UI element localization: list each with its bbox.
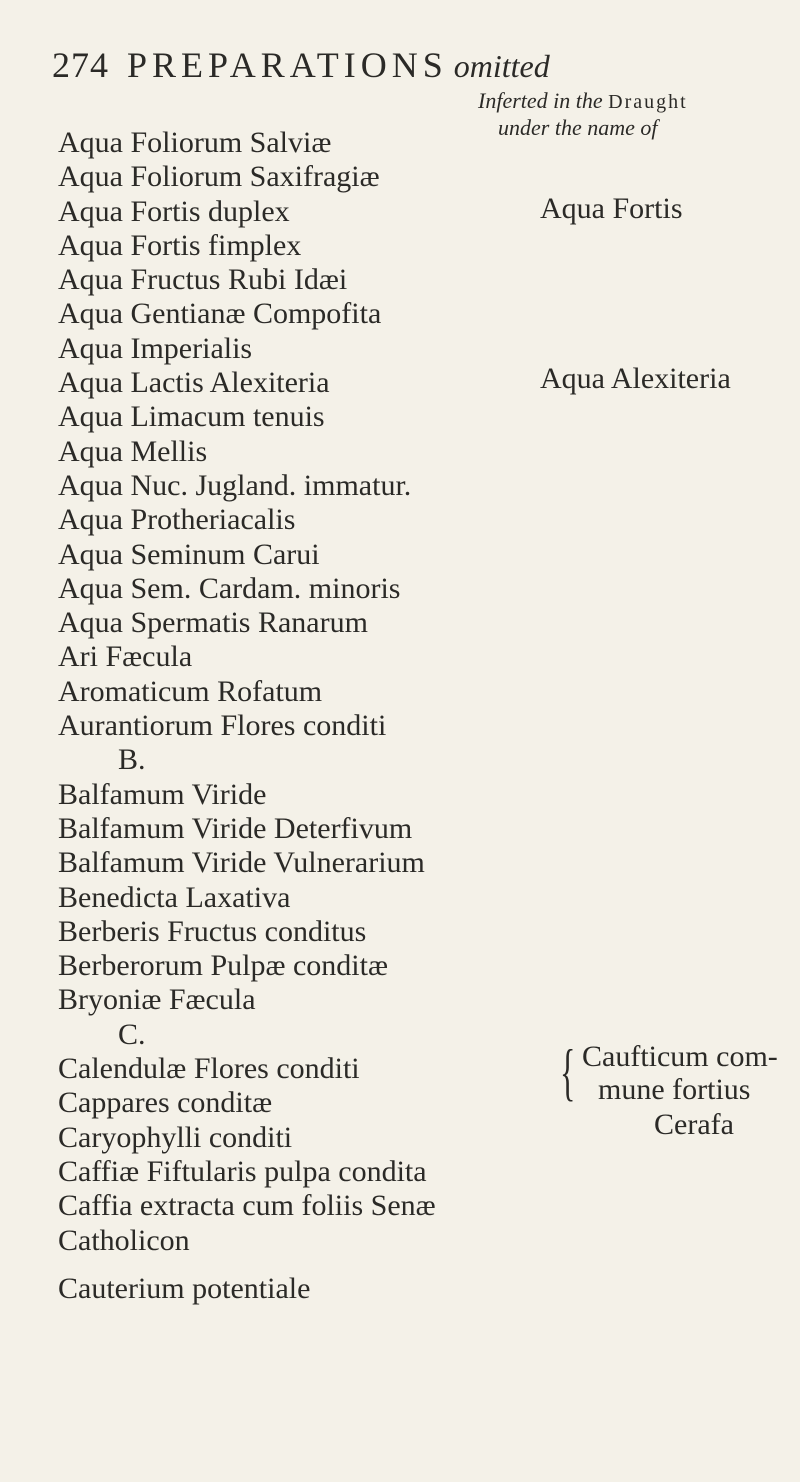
list-item: Balfamum Viride Vulnerarium bbox=[58, 846, 425, 880]
page-title: PREPARATIONS bbox=[127, 45, 448, 85]
subtitle-prefix: Inferted in the bbox=[478, 88, 603, 113]
list-item: Berberorum Pulpæ conditæ bbox=[58, 949, 388, 983]
list-item: Aqua Mellis bbox=[58, 434, 208, 468]
list-item: Aqua Foliorum Salviæ bbox=[58, 126, 332, 159]
ref-causticum-line1: Caufticum com- bbox=[582, 1040, 778, 1073]
list-item: Caffiæ Fiftularis pulpa condita bbox=[58, 1154, 427, 1188]
section-letter-b: B. bbox=[118, 743, 146, 777]
section-letter-c: C. bbox=[118, 1017, 146, 1051]
list-item: Aqua Imperialis bbox=[58, 331, 253, 365]
list-item: Aurantiorum Flores conditi bbox=[58, 709, 387, 743]
list-item: Aqua Sem. Cardam. minoris bbox=[58, 571, 401, 605]
list-item: Cappares conditæ bbox=[58, 1086, 273, 1120]
list-item: Aqua Fructus Rubi Idæi bbox=[58, 263, 348, 297]
list-item: Caffia extracta cum foliis Senæ bbox=[58, 1189, 436, 1223]
list-item: Aqua Lactis Alexiteria bbox=[58, 366, 330, 400]
list-item: Aqua Nuc. Jugland. immatur. bbox=[58, 468, 412, 502]
ref-aqua-alexiteria: Aqua Alexiteria bbox=[540, 362, 731, 395]
page-number: 274 bbox=[52, 45, 109, 85]
column-subtitle-line2: under the name of bbox=[498, 115, 658, 140]
list-item: Ari Fæcula bbox=[58, 640, 193, 674]
list-item: Aqua Fortis duplex bbox=[58, 194, 290, 228]
list-item: Aqua Foliorum Saxifragiæ bbox=[58, 160, 380, 194]
ref-causticum-line2: mune fortius bbox=[598, 1073, 751, 1106]
list-item: Aqua Spermatis Ranarum bbox=[58, 606, 368, 640]
list-item: Aqua Gentianæ Compofita bbox=[58, 297, 382, 331]
preparations-list bbox=[58, 126, 578, 1306]
list-item: Berberis Fructus conditus bbox=[58, 914, 367, 948]
list-item: Catholicon bbox=[58, 1223, 190, 1257]
brace-icon: { bbox=[560, 1036, 576, 1107]
list-item: Aqua Fortis fimplex bbox=[58, 228, 302, 262]
list-item: Calendulæ Flores conditi bbox=[58, 1052, 360, 1086]
list-item: Balfamum Viride Deterfivum bbox=[58, 811, 413, 845]
list-item: Aromaticum Rofatum bbox=[58, 674, 323, 708]
list-item: Cauterium potentiale bbox=[58, 1271, 311, 1305]
list-item: Aqua Limacum tenuis bbox=[58, 400, 325, 434]
page-title-suffix: omitted bbox=[453, 48, 550, 84]
list-item: Bryoniæ Fæcula bbox=[58, 983, 256, 1017]
list-item: Caryophylli conditi bbox=[58, 1120, 293, 1154]
list-item: Aqua Seminum Carui bbox=[58, 537, 320, 571]
ref-aqua-fortis: Aqua Fortis bbox=[540, 192, 683, 225]
list-item: Balfamum Viride bbox=[58, 777, 267, 811]
list-item: Benedicta Laxativa bbox=[58, 880, 291, 914]
subtitle-caps: Draught bbox=[608, 91, 688, 113]
column-subtitle-line1 bbox=[478, 88, 688, 114]
ref-cerasa: Cerafa bbox=[654, 1108, 734, 1141]
list-item: Aqua Protheriacalis bbox=[58, 503, 296, 537]
page-header bbox=[52, 44, 550, 86]
